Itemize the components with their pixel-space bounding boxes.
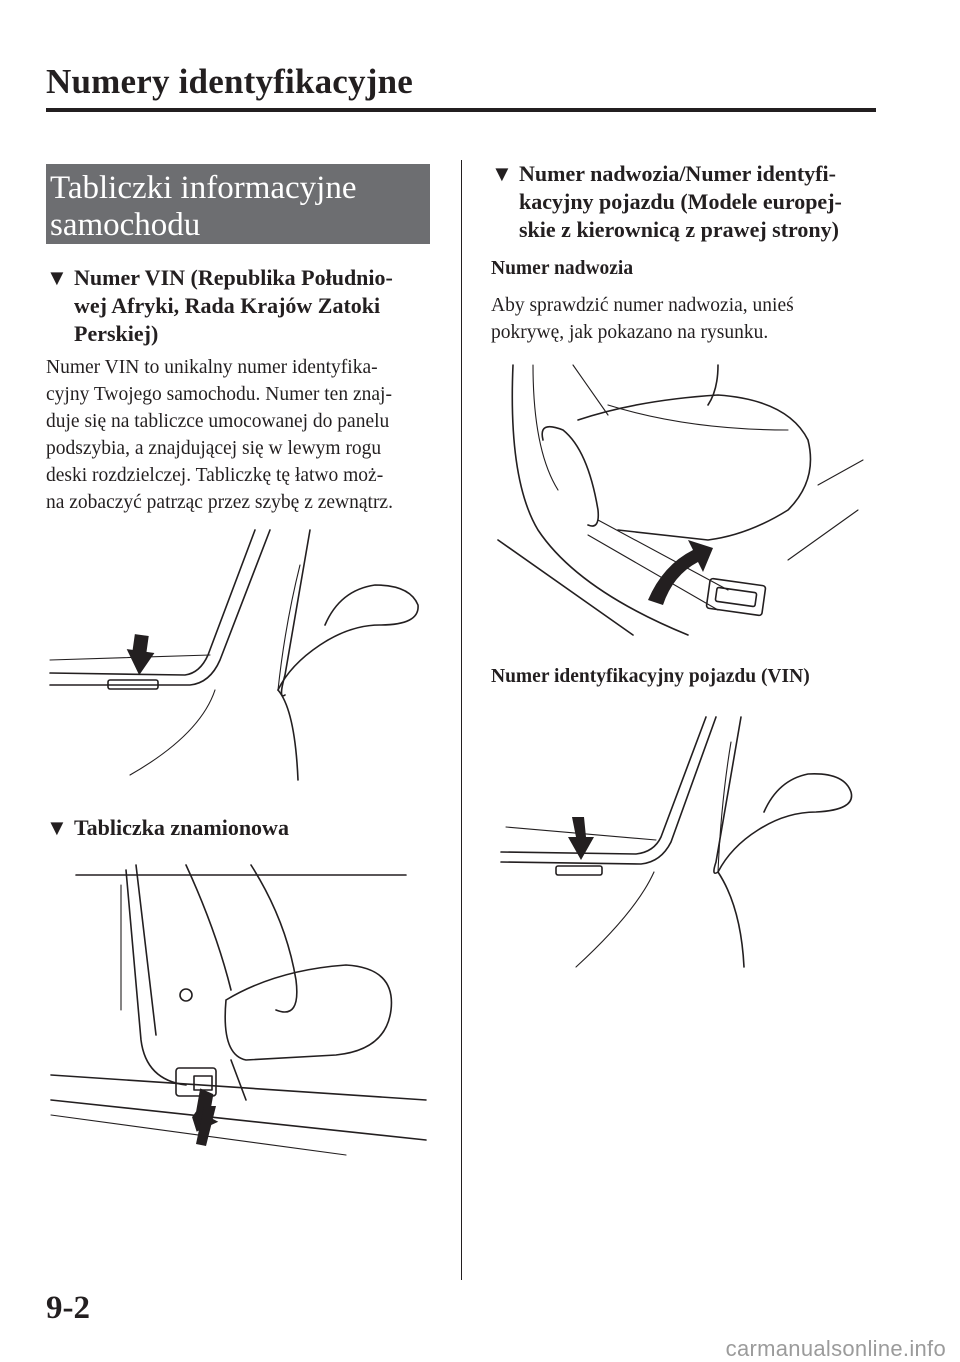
- text-line: na zobaczyć patrząc przez szybę z zewnątrz.: [46, 492, 393, 513]
- page-title: Numery identyfikacyjne: [46, 62, 413, 101]
- triangle-marker-icon: ▼: [491, 161, 513, 186]
- vin-description: [46, 354, 446, 516]
- body-number-description: [491, 292, 891, 346]
- text-line: deski rozdzielczej. Tabliczkę tę łatwo moż-: [46, 465, 384, 486]
- text-line: Numer VIN to unikalny numer identyfika-: [46, 357, 378, 378]
- dashboard-vin-illustration-right: [486, 712, 876, 972]
- section-title-line2: samochodu: [50, 207, 201, 243]
- vin-heading: [46, 264, 446, 348]
- text-line: podszybia, a znajdującej się w lewym rogu: [46, 438, 382, 459]
- title-divider: [46, 108, 876, 112]
- plate-heading: [46, 814, 446, 842]
- vin-heading-line: Numer VIN (Republika Południo-: [74, 265, 393, 290]
- page-number: 9-2: [46, 1290, 90, 1326]
- vin-heading-line: Perskiej): [74, 321, 159, 346]
- body-number-heading: [491, 160, 891, 244]
- body-heading-line: kacyjny pojazdu (Modele europej-: [519, 189, 842, 214]
- floor-cover-illustration: [488, 360, 868, 640]
- body-heading-line: skie z kierownicą z prawej strony): [519, 217, 839, 242]
- body-number-label: Numer nadwozia: [491, 258, 634, 279]
- text-line: Aby sprawdzić numer nadwozia, unieś: [491, 295, 794, 316]
- vin-label: Numer identyfikacyjny pojazdu (VIN): [491, 666, 810, 687]
- text-line: duje się na tabliczce umocowanej do panelu: [46, 411, 390, 432]
- triangle-marker-icon: ▼: [46, 265, 68, 290]
- section-title-line1: Tabliczki informacyjne: [50, 170, 357, 206]
- body-heading-line: Numer nadwozia/Numer identyfi-: [519, 161, 836, 186]
- text-line: pokrywę, jak pokazano na rysunku.: [491, 322, 769, 343]
- section-title-box: [46, 164, 430, 244]
- triangle-marker-icon: ▼: [46, 815, 68, 840]
- dashboard-vin-illustration: [40, 525, 450, 785]
- vin-heading-line: wej Afryki, Rada Krajów Zatoki: [74, 293, 381, 318]
- plate-heading-text: Tabliczka znamionowa: [74, 815, 289, 840]
- seat-plate-illustration: [46, 860, 436, 1160]
- text-line: cyjny Twojego samochodu. Numer ten znaj-: [46, 384, 392, 405]
- watermark: carmanualsonline.info: [725, 1336, 946, 1361]
- column-divider: [461, 160, 462, 1280]
